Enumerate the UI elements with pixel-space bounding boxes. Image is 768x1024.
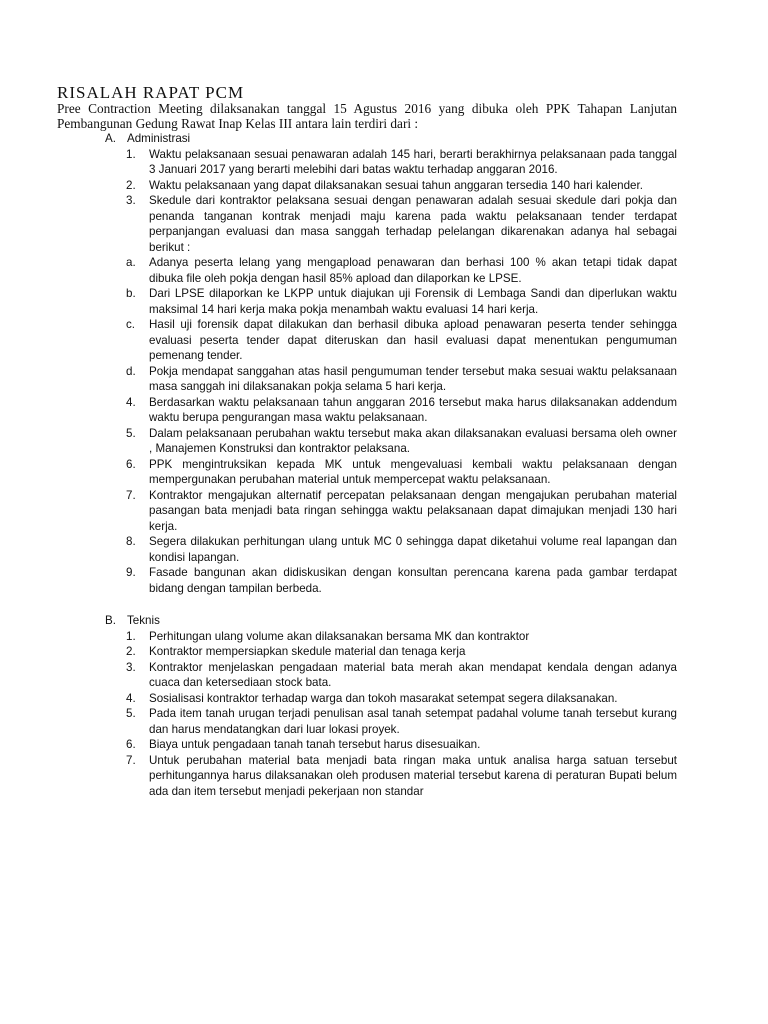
item-number: 6.	[126, 738, 136, 751]
section-heading	[57, 613, 677, 629]
list-item	[57, 193, 677, 395]
section-letter: A.	[105, 132, 116, 145]
item-number: 4.	[126, 395, 136, 409]
list-item	[57, 565, 677, 596]
item-number: 3.	[126, 660, 136, 674]
sub-item-text: Adanya peserta lelang yang mengapload penawaran dan berhasi 100 % akan tetapi tidak dapat dibuka file oleh pokja dengan hasil 85% apload dan dilaporkan ke LPSE.	[149, 256, 677, 285]
item-number: 5.	[126, 707, 136, 720]
sub-item-letter: d.	[126, 364, 136, 378]
item-number: 6.	[126, 457, 136, 471]
list-item	[57, 706, 677, 737]
list-item	[57, 147, 677, 178]
item-text: Waktu pelaksanaan sesuai penawaran adalah 145 hari, berarti berakhirnya pelaksanaan pada tanggal 3 Januari 2017 yang berarti melebihi dari batas waktu terhadap anggaran 2016.	[149, 147, 677, 176]
item-text: PPK mengintruksikan kepada MK untuk mengevaluasi kembali waktu pelaksanaan dengan mempergunakan perubahan material untuk mempercepat waktu pelaksanaan.	[149, 457, 677, 486]
item-number: 4.	[126, 691, 136, 705]
list-item	[57, 644, 677, 660]
section-letter: B.	[105, 614, 116, 627]
item-text: Kontraktor mempersiapkan skedule material dan tenaga kerja	[149, 645, 466, 658]
sub-list-item	[126, 255, 677, 286]
item-text: Sosialisasi kontraktor terhadap warga dan tokoh masarakat setempat segera dilaksanakan.	[149, 691, 618, 705]
item-number: 9.	[126, 566, 136, 579]
item-number: 2.	[126, 178, 136, 192]
list-item	[57, 753, 677, 800]
list-item	[57, 488, 677, 535]
item-number: 2.	[126, 645, 136, 658]
item-number: 8.	[126, 535, 136, 548]
item-text: Waktu pelaksanaan yang dapat dilaksanakan sesuai tahun anggaran tersedia 140 hari kalender.	[149, 178, 643, 192]
teknis-list	[57, 629, 677, 800]
item-text: Pada item tanah urugan terjadi penulisan asal tanah setempat padahal volume tanah tersebut kurang dan harus mendatangkan dari luar lokasi proyek.	[149, 707, 677, 736]
sub-item-text: Pokja mendapat sanggahan atas hasil pengumuman tender tersebut maka sesuai waktu pelaksanaan masa sanggah ini dilaksanakan pokja selama 5 hari kerja.	[149, 364, 677, 393]
item-text: Kontraktor menjelaskan pengadaan material bata merah akan mendapat kendala dengan adanya cuaca dan ketersediaan stock bata.	[149, 660, 677, 689]
list-item	[57, 426, 677, 457]
item-text: Kontraktor mengajukan alternatif percepatan pelaksanaan dengan mengajukan perubahan material pasangan bata menjadi bata ringan sehingga waktu pelaksanaan dapat dimajukan menjadi 130 hari kerja.	[149, 488, 677, 533]
item-number: 7.	[126, 488, 136, 502]
sub-item-text: Dari LPSE dilaporkan ke LKPP untuk diajukan uji Forensik di Lembaga Sandi dan diperlukan waktu maksimal 14 hari kerja maka pokja menambah waktu evaluasi 14 hari kerja.	[149, 287, 677, 316]
section-title: Teknis	[127, 614, 160, 627]
item-text: Untuk perubahan material bata menjadi bata ringan maka untuk analisa harga satuan tersebut perhitungannya harus dilaksanakan oleh produsen material tersebut karena di peraturan Bupati belum ada dan item tersebut menjadi pekerjaan non standar	[149, 753, 677, 798]
list-item	[57, 395, 677, 426]
list-item	[57, 691, 677, 707]
sub-item-letter: a.	[126, 256, 136, 269]
item-text: Berdasarkan waktu pelaksanaan tahun anggaran 2016 tersebut maka harus dilaksanakan addendum waktu berupa pengurangan masa waktu pelaksanaan.	[149, 395, 677, 424]
sub-item-letter: c.	[126, 318, 136, 331]
list-item	[57, 178, 677, 194]
item-number: 3.	[126, 194, 136, 207]
item-number: 1.	[126, 629, 136, 643]
list-item	[57, 660, 677, 691]
sub-item-letter: b.	[126, 287, 136, 300]
list-item	[57, 457, 677, 488]
list-item	[57, 737, 677, 753]
sub-list-item	[126, 317, 677, 364]
item-text: Perhitungan ulang volume akan dilaksanakan bersama MK dan kontraktor	[149, 629, 530, 643]
sub-list	[126, 255, 677, 395]
sub-item-text: Hasil uji forensik dapat dilakukan dan berhasil dibuka apload penawaran peserta tender sehingga evaluasi peserta tender dapat diteruskan dan hasil evaluasi dapat menentukan pengumuman pemenang tender.	[149, 318, 677, 362]
item-number: 1.	[126, 147, 136, 161]
section-spacer	[57, 596, 677, 613]
intro-paragraph: Pree Contraction Meeting dilaksanakan tanggal 15 Agustus 2016 yang dibuka oleh PPK Tahapan Lanjutan Pembangunan Gedung Rawat Inap Kelas III antara lain terdiri dari :	[57, 101, 677, 131]
list-item	[57, 534, 677, 565]
item-text: Skedule dari kontraktor pelaksana sesuai dengan penawaran adalah sesuai skedule dari pokja dan penanda tanganan kontrak menjadi maju karena pada waktu pelaksanaan tender terdapat perpanjangan evaluasi dan masa sanggah terhadap pelelangan dikarenakan adanya hal sebagai berikut :	[149, 194, 677, 254]
item-number: 7.	[126, 753, 136, 767]
item-text: Segera dilakukan perhitungan ulang untuk MC 0 sehingga dapat diketahui volume real lapangan dan kondisi lapangan.	[149, 535, 677, 564]
section-administrasi	[57, 131, 677, 799]
section-heading	[57, 131, 677, 147]
item-text: Biaya untuk pengadaan tanah tanah tersebut harus disesuaikan.	[149, 738, 481, 751]
sub-list-item	[126, 286, 677, 317]
item-number: 5.	[126, 426, 136, 440]
administrasi-list	[57, 147, 677, 597]
document-title: RISALAH RAPAT PCM	[57, 83, 245, 102]
sub-list-item	[126, 364, 677, 395]
item-text: Fasade bangunan akan didiskusikan dengan konsultan perencana karena pada gambar terdapat bidang dengan tampilan berbeda.	[149, 566, 677, 595]
section-title: Administrasi	[127, 132, 191, 145]
list-item	[57, 629, 677, 645]
item-text: Dalam pelaksanaan perubahan waktu tersebut maka akan dilaksanakan evaluasi bersama oleh owner , Manajemen Konstruksi dan kontraktor pelaksana.	[149, 426, 677, 455]
